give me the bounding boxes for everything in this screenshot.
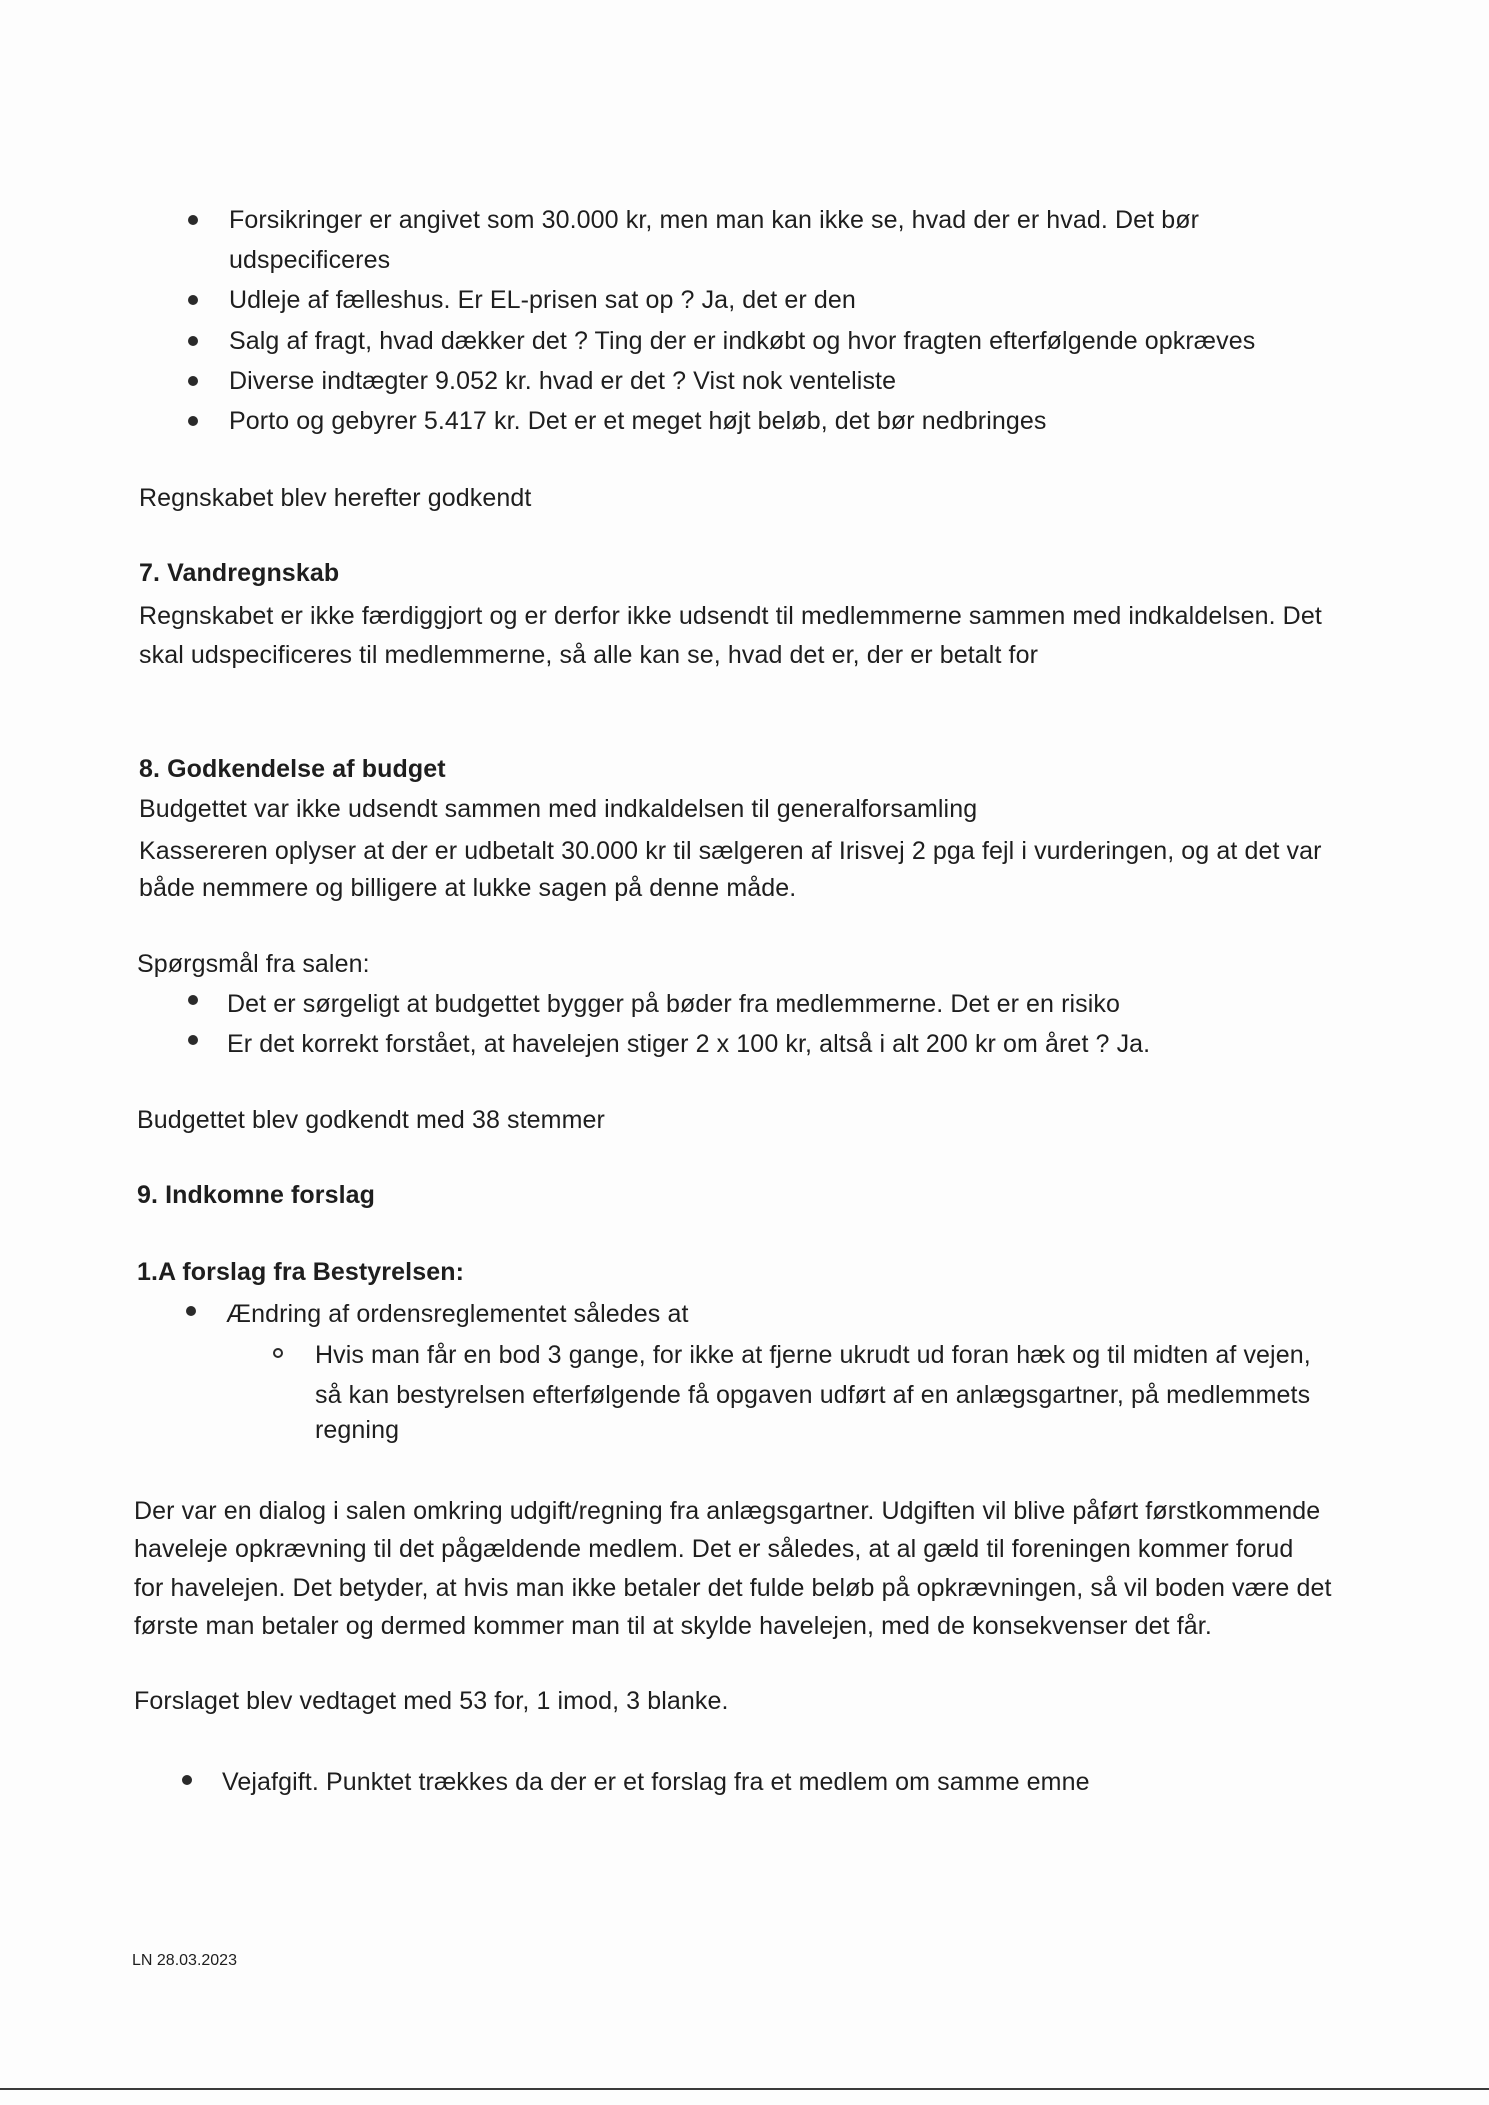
question-item: Er det korrekt forstået, at havelejen stiger 2 x 100 kr, altså i alt 200 kr om året ? Ja.: [227, 1030, 1151, 1058]
page-bottom-edge: [0, 2088, 1489, 2090]
section-8-heading: 8. Godkendelse af budget: [139, 755, 446, 783]
sub-bullet-text: så kan bestyrelsen efterfølgende få opgaven udført af en anlægsgartner, på medlemmets: [315, 1381, 1311, 1409]
footer-date: LN 28.03.2023: [132, 1952, 237, 1969]
bullet-text: Diverse indtægter 9.052 kr. hvad er det ? Vist nok venteliste: [229, 367, 897, 395]
bullet-icon: [188, 215, 198, 225]
bullet-text: udspecificeres: [229, 246, 391, 274]
section-7-text: Regnskabet er ikke færdiggjort og er derfor ikke udsendt til medlemmerne sammen med indkaldelsen. Det: [139, 602, 1322, 630]
sub-bullet-text: regning: [315, 1416, 400, 1444]
questions-label: Spørgsmål fra salen:: [137, 950, 370, 978]
sub-heading: 1.A forslag fra Bestyrelsen:: [137, 1258, 464, 1286]
vote-result: Forslaget blev vedtaget med 53 for, 1 imod, 3 blanke.: [134, 1687, 729, 1715]
bullet-icon: [188, 416, 198, 426]
section-7-text: skal udspecificeres til medlemmerne, så alle kan se, hvad det er, der er betalt for: [139, 641, 1039, 669]
bullet-text: Porto og gebyrer 5.417 kr. Det er et meget højt beløb, det bør nedbringes: [229, 407, 1047, 435]
question-item: Det er sørgeligt at budgettet bygger på bøder fra medlemmerne. Det er en risiko: [227, 990, 1121, 1018]
section-8-text: Budgettet var ikke udsendt sammen med indkaldelsen til generalforsamling: [139, 795, 978, 823]
section-7-heading: 7. Vandregnskab: [139, 559, 340, 587]
bullet-icon: [188, 995, 198, 1005]
dialog-text: første man betaler og dermed kommer man til at skylde havelejen, med de konsekvenser det får.: [134, 1612, 1212, 1640]
proposal-bullet: Ændring af ordensreglementet således at: [226, 1300, 689, 1328]
bullet-icon: [188, 295, 198, 305]
last-bullet: Vejafgift. Punktet trækkes da der er et forslag fra et medlem om samme emne: [222, 1768, 1090, 1796]
bullet-icon: [188, 336, 198, 346]
bullet-text: Forsikringer er angivet som 30.000 kr, men man kan ikke se, hvad der er hvad. Det bør: [229, 206, 1200, 234]
section-8-text: Kassereren oplyser at der er udbetalt 30.000 kr til sælgeren af Irisvej 2 pga fejl i vurderingen, og at det var: [139, 837, 1322, 865]
dialog-text: for havelejen. Det betyder, at hvis man ikke betaler det fulde beløb på opkrævningen, så vil boden være det: [134, 1574, 1332, 1602]
bullet-icon: [182, 1775, 192, 1785]
section-9-heading: 9. Indkomne forslag: [137, 1181, 376, 1209]
sub-bullet-text: Hvis man får en bod 3 gange, for ikke at fjerne ukrudt ud foran hæk og til midten af vejen,: [315, 1341, 1311, 1369]
dialog-text: haveleje opkrævning til det pågældende medlem. Det er således, at al gæld til foreningen kommer forud: [134, 1535, 1294, 1563]
bullet-text: Salg af fragt, hvad dækker det ? Ting der er indkøbt og hvor fragten efterfølgende opkræves: [229, 327, 1256, 355]
bullet-icon: [186, 1306, 196, 1316]
bullet-icon: [188, 1035, 198, 1045]
bullet-text: Udleje af fælleshus. Er EL-prisen sat op ? Ja, det er den: [229, 286, 856, 314]
regnskab-approved: Regnskabet blev herefter godkendt: [139, 484, 532, 512]
bullet-icon: [188, 376, 198, 386]
budget-result: Budgettet blev godkendt med 38 stemmer: [137, 1106, 605, 1134]
dialog-text: Der var en dialog i salen omkring udgift/regning fra anlægsgartner. Udgiften vil blive påført førstkommende: [134, 1497, 1321, 1525]
circle-bullet-icon: [273, 1348, 283, 1358]
section-8-text: både nemmere og billigere at lukke sagen på denne måde.: [139, 874, 797, 902]
